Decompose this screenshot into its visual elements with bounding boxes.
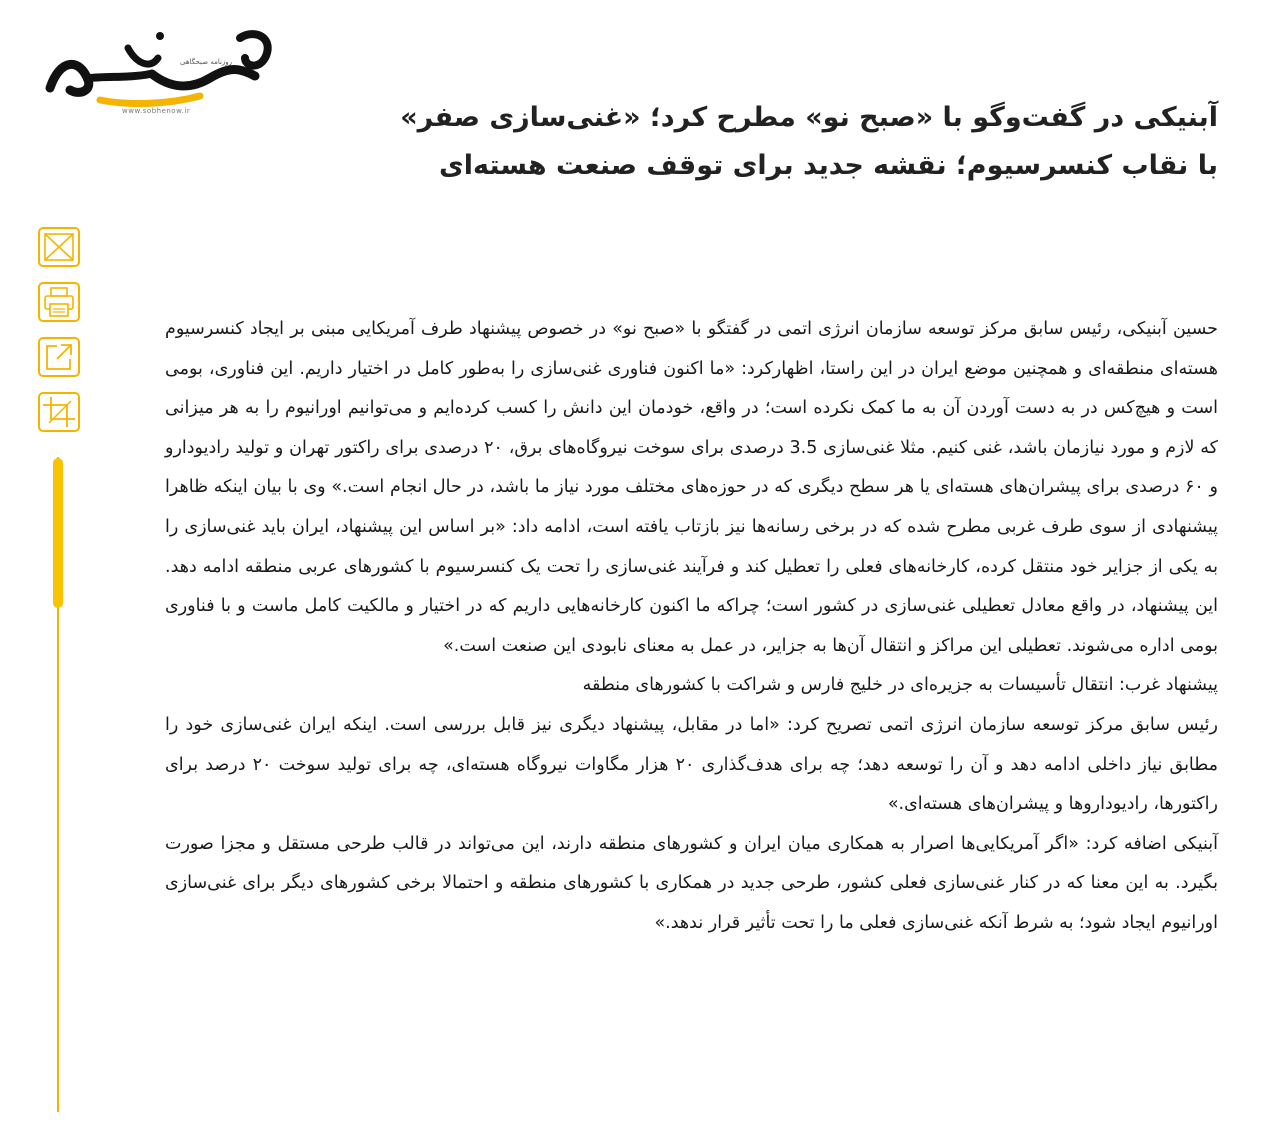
article-paragraph-3: آبنیکی اضافه کرد: «اگر آمریکایی‌ها اصرار به همکاری میان ایران و کشورهای منطقه دارند، این می‌تواند در قالب طرحی مستقل و مجزا صورت بگیرد. به این معنا که در کنار غنی‌سازی فعلی کشور، طرحی جدید در همکاری با کشورهای منطقه و احتمالا برخی کشورهای دیگر برای غنی‌سازی اورانیوم ایجاد شود؛ به شرط آنکه غنی‌سازی فعلی ما را تحت تأثیر قرار ندهد.» bbox=[165, 833, 1218, 933]
logo-tagline: روزنامه صبحگاهی bbox=[180, 58, 233, 66]
logo-site-url: www.sobhenow.ir bbox=[122, 107, 191, 115]
crop-icon bbox=[40, 394, 78, 430]
scroll-thumb[interactable] bbox=[53, 458, 63, 608]
logo-mark-icon bbox=[40, 18, 285, 108]
article-headline: آبنیکی در گفت‌وگو با «صبح نو» مطرح کرد؛ «غنی‌سازی صفر» با نقاب کنسرسیوم؛ نقشه جدید برای توقف صنعت هسته‌ای bbox=[400, 102, 1218, 181]
article-body bbox=[165, 310, 1218, 944]
external-link-icon bbox=[40, 339, 78, 375]
print-icon bbox=[40, 284, 78, 320]
article-paragraph-2: رئیس سابق مرکز توسعه سازمان انرژی اتمی تصریح کرد: «اما در مقابل، پیشنهاد دیگری نیز قابل بررسی است. اینکه ایران غنی‌سازی خود را مطابق نیاز داخلی ادامه دهد و آن را توسعه دهد؛ چه برای هدف‌گذاری ۲۰ هزار مگاوات نیروگاه هسته‌ای، چه برای تولید سوخت ۲۰ درصد برای راکتورها، رادیوداروها و پیشران‌های هسته‌ای.» bbox=[165, 714, 1218, 815]
crop-button[interactable] bbox=[38, 392, 80, 432]
print-button[interactable] bbox=[38, 282, 80, 322]
close-button[interactable] bbox=[38, 227, 80, 267]
site-logo[interactable] bbox=[40, 18, 285, 115]
close-icon bbox=[40, 229, 78, 265]
article-paragraph-1: حسین آبنیکی، رئیس سابق مرکز توسعه سازمان انرژی اتمی در گفتگو با «صبح نو» در خصوص پیشنهاد طرف آمریکایی مبنی بر ایجاد کنسرسیوم هسته‌ای منطقه‌ای و همچنین موضع ایران در این راستا، اظهارکرد: «ما اکنون فناوری غنی‌سازی را به‌طور کامل در اختیار داریم. این فناوری، بومی است و هیچ‌کس در به دست آوردن آن به ما کمک نکرده است؛ در واقع، خودمان این دانش را کسب کرده‌ایم و می‌توانیم اورانیوم را به هر میزانی که لازم و مورد نیازمان باشد، غنی کنیم. مثلا غنی‌سازی 3.5 درصدی برای سوخت نیروگاه‌های برق، ۲۰ درصدی برای راکتور تهران و تولید رادیودارو و ۶۰ درصدی برای پیشران‌های هسته‌ای یا هر سطح دیگری که در حوزه‌های مختلف مورد نیاز ما باشد، در حال انجام است.» وی با بیان اینکه ظاهرا پیشنهادی از سوی طرف غربی مطرح شده که در برخی رسانه‌ها نیز بازتاب یافته است، ادامه داد: «بر اساس این پیشنهاد، ایران باید غنی‌سازی را به یکی از جزایر خود منتقل کرده، کارخانه‌های فعلی را تعطیل کند و فرآیند غنی‌سازی را تحت یک کنسرسیوم با کشورهای عربی منطقه ادامه دهد. این پیشنهاد، در واقع معادل تعطیلی غنی‌سازی در کشور است؛ چراکه ما اکنون کارخانه‌هایی داریم که در اختیار و مالکیت کامل ماست و با فناوری بومی اداره می‌شوند. تعطیلی این مراکز و انتقال آن‌ها به جزایر، در عمل به معنای نابودی این صنعت است.» bbox=[165, 319, 1219, 656]
article-subheading: پیشنهاد غرب: انتقال تأسیسات به جزیره‌ای در خلیج فارس و شراکت با کشورهای منطقه bbox=[582, 675, 1218, 696]
open-external-button[interactable] bbox=[38, 337, 80, 377]
